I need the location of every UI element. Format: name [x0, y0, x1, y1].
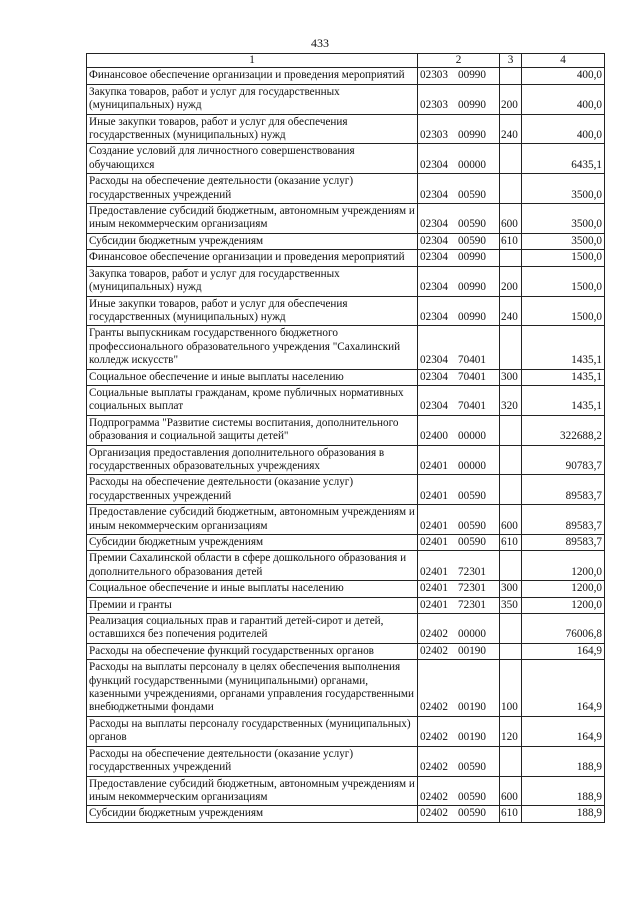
row-code-program: 02304 [420, 281, 448, 294]
row-expense-type [500, 551, 522, 581]
row-code-program: 02304 [420, 370, 448, 383]
row-sum: 89583,7 [522, 535, 605, 551]
row-code [418, 660, 500, 717]
column-header-name: 1 [87, 54, 418, 68]
row-name: Гранты выпускникам государственного бюджетного профессионального образовательного учреждения "Сахалинский колледж искусств" [87, 326, 418, 369]
row-sum: 400,0 [522, 114, 605, 144]
row-expense-type: 120 [500, 716, 522, 746]
row-expense-type: 610 [500, 535, 522, 551]
row-name: Подпрограмма "Развитие системы воспитания, дополнительного образования и социальной защиты детей" [87, 415, 418, 445]
row-code-direction: 00190 [458, 644, 486, 657]
row-name: Расходы на обеспечение деятельности (оказание услуг) государственных учреждений [87, 475, 418, 505]
row-expense-type [500, 174, 522, 204]
row-code-program: 02401 [420, 582, 448, 595]
row-code [418, 535, 500, 551]
row-sum: 1500,0 [522, 266, 605, 296]
table-row [87, 204, 605, 234]
table-row [87, 806, 605, 822]
row-name: Расходы на обеспечение деятельности (оказание услуг) государственных учреждений [87, 746, 418, 776]
row-name: Премии и гранты [87, 597, 418, 613]
column-header-code: 2 [418, 54, 500, 68]
row-code-direction: 00000 [458, 628, 486, 641]
row-code-program: 02402 [420, 790, 448, 803]
row-expense-type [500, 445, 522, 475]
row-name: Реализация социальных прав и гарантий детей-сирот и детей, оставшихся без попечения родителей [87, 614, 418, 644]
row-expense-type: 240 [500, 114, 522, 144]
row-code-program: 02304 [420, 188, 448, 201]
row-code [418, 505, 500, 535]
table-row [87, 643, 605, 659]
table-row [87, 369, 605, 385]
row-code-direction: 70401 [458, 354, 486, 367]
table-row [87, 776, 605, 806]
row-code-program: 02303 [420, 99, 448, 112]
table-row [87, 326, 605, 369]
row-sum: 164,9 [522, 716, 605, 746]
row-name: Социальное обеспечение и иные выплаты населению [87, 581, 418, 597]
table-row [87, 233, 605, 249]
row-code-program: 02304 [420, 218, 448, 231]
column-header-type: 3 [500, 54, 522, 68]
row-code [418, 551, 500, 581]
table-row [87, 114, 605, 144]
row-code [418, 716, 500, 746]
row-sum: 3500,0 [522, 174, 605, 204]
row-code-direction: 00590 [458, 519, 486, 532]
row-code-direction: 00190 [458, 731, 486, 744]
row-code-direction: 72301 [458, 598, 486, 611]
row-code-direction: 00590 [458, 536, 486, 548]
table-row [87, 746, 605, 776]
table-row [87, 597, 605, 613]
table-row [87, 551, 605, 581]
row-code-direction: 70401 [458, 400, 486, 413]
row-sum: 1435,1 [522, 385, 605, 415]
row-expense-type: 600 [500, 776, 522, 806]
row-name: Финансовое обеспечение организации и проведения мероприятий [87, 250, 418, 266]
row-sum: 3500,0 [522, 233, 605, 249]
table-row [87, 415, 605, 445]
row-code-program: 02304 [420, 310, 448, 323]
row-code-direction: 00590 [458, 234, 486, 247]
row-expense-type: 610 [500, 806, 522, 822]
row-name: Предоставление субсидий бюджетным, автономным учреждениям и иным некоммерческим организациям [87, 776, 418, 806]
row-code-direction: 00590 [458, 218, 486, 231]
row-sum: 164,9 [522, 643, 605, 659]
row-code-direction: 00590 [458, 761, 486, 774]
row-code [418, 144, 500, 174]
row-code-direction: 00990 [458, 99, 486, 112]
row-code-program: 02402 [420, 807, 448, 820]
row-sum: 1500,0 [522, 250, 605, 266]
row-sum: 1500,0 [522, 296, 605, 326]
header-row [87, 54, 605, 68]
budget-table [86, 53, 605, 823]
row-code [418, 369, 500, 385]
table-row [87, 296, 605, 326]
row-code-direction: 00990 [458, 310, 486, 323]
table-row [87, 614, 605, 644]
row-expense-type: 240 [500, 296, 522, 326]
table-row [87, 266, 605, 296]
row-name: Субсидии бюджетным учреждениям [87, 806, 418, 822]
row-code-program: 02304 [420, 158, 448, 171]
row-sum: 322688,2 [522, 415, 605, 445]
row-sum: 188,9 [522, 776, 605, 806]
row-code-program: 02402 [420, 628, 448, 641]
row-code [418, 776, 500, 806]
row-code-direction: 00000 [458, 459, 486, 472]
row-expense-type: 320 [500, 385, 522, 415]
row-code [418, 233, 500, 249]
row-code [418, 266, 500, 296]
row-expense-type: 300 [500, 369, 522, 385]
row-sum: 188,9 [522, 806, 605, 822]
row-code-direction: 70401 [458, 370, 486, 383]
row-name: Расходы на выплаты персоналу государственных (муниципальных) органов [87, 716, 418, 746]
row-name: Расходы на обеспечение функций государственных органов [87, 643, 418, 659]
row-code-direction: 00990 [458, 69, 486, 82]
row-code [418, 326, 500, 369]
table-row [87, 475, 605, 505]
row-code-program: 02304 [420, 354, 448, 367]
row-sum: 3500,0 [522, 204, 605, 234]
row-sum: 188,9 [522, 746, 605, 776]
row-expense-type [500, 643, 522, 659]
table-row [87, 505, 605, 535]
row-code-direction: 00000 [458, 430, 486, 443]
row-sum: 1200,0 [522, 581, 605, 597]
row-code [418, 614, 500, 644]
row-code [418, 415, 500, 445]
row-code [418, 597, 500, 613]
row-expense-type [500, 746, 522, 776]
table-row [87, 385, 605, 415]
row-code-direction: 00590 [458, 807, 486, 820]
table-row [87, 174, 605, 204]
row-sum: 1435,1 [522, 369, 605, 385]
row-code-program: 02402 [420, 761, 448, 774]
row-code-program: 02401 [420, 489, 448, 502]
row-code-program: 02402 [420, 701, 448, 714]
table-row [87, 68, 605, 84]
row-name: Предоставление субсидий бюджетным, автономным учреждениям и иным некоммерческим организациям [87, 204, 418, 234]
row-code [418, 296, 500, 326]
row-name: Иные закупки товаров, работ и услуг для обеспечения государственных (муниципальных) нужд [87, 114, 418, 144]
table-row [87, 660, 605, 717]
row-expense-type [500, 68, 522, 84]
row-sum: 400,0 [522, 84, 605, 114]
row-expense-type: 350 [500, 597, 522, 613]
row-code-program: 02401 [420, 519, 448, 532]
row-name: Социальное обеспечение и иные выплаты населению [87, 369, 418, 385]
row-sum: 1435,1 [522, 326, 605, 369]
row-sum: 1200,0 [522, 551, 605, 581]
row-expense-type [500, 614, 522, 644]
row-code-direction: 00590 [458, 188, 486, 201]
row-name: Расходы на выплаты персоналу в целях обеспечения выполнения функций государственными (муниципальными) органами, казенными учреждениями, органами управления государственными внебюджетными фондами [87, 660, 418, 717]
row-code-program: 02304 [420, 400, 448, 413]
row-code [418, 68, 500, 84]
row-expense-type: 610 [500, 233, 522, 249]
row-code-direction: 00000 [458, 158, 486, 171]
row-expense-type [500, 415, 522, 445]
table-row [87, 535, 605, 551]
row-sum: 90783,7 [522, 445, 605, 475]
table-row [87, 581, 605, 597]
row-name: Иные закупки товаров, работ и услуг для обеспечения государственных (муниципальных) нужд [87, 296, 418, 326]
row-code [418, 250, 500, 266]
row-code-program: 02401 [420, 598, 448, 611]
row-code-program: 02401 [420, 565, 448, 578]
row-name: Расходы на обеспечение деятельности (оказание услуг) государственных учреждений [87, 174, 418, 204]
column-header-sum: 4 [522, 54, 605, 68]
row-code [418, 174, 500, 204]
row-code-direction: 00990 [458, 129, 486, 142]
row-code [418, 204, 500, 234]
row-code-direction: 00190 [458, 701, 486, 714]
table-row [87, 250, 605, 266]
row-code-program: 02402 [420, 731, 448, 744]
row-expense-type [500, 475, 522, 505]
row-code-program: 02304 [420, 234, 448, 247]
row-code-program: 02402 [420, 644, 448, 657]
row-sum: 6435,1 [522, 144, 605, 174]
row-code-program: 02400 [420, 430, 448, 443]
row-code-direction: 00590 [458, 489, 486, 502]
row-expense-type: 600 [500, 505, 522, 535]
row-name: Субсидии бюджетным учреждениям [87, 233, 418, 249]
row-expense-type [500, 144, 522, 174]
row-name: Социальные выплаты гражданам, кроме публичных нормативных социальных выплат [87, 385, 418, 415]
table-row [87, 445, 605, 475]
row-code-program: 02304 [420, 251, 448, 264]
row-code-direction: 72301 [458, 565, 486, 578]
row-expense-type [500, 326, 522, 369]
row-expense-type: 200 [500, 266, 522, 296]
row-sum: 89583,7 [522, 475, 605, 505]
row-name: Создание условий для личностного совершенствования обучающихся [87, 144, 418, 174]
row-expense-type: 200 [500, 84, 522, 114]
row-name: Закупка товаров, работ и услуг для государственных (муниципальных) нужд [87, 266, 418, 296]
row-code [418, 581, 500, 597]
row-code-direction: 00990 [458, 281, 486, 294]
row-sum: 1200,0 [522, 597, 605, 613]
row-code [418, 385, 500, 415]
table-row [87, 84, 605, 114]
row-sum: 76006,8 [522, 614, 605, 644]
row-sum: 400,0 [522, 68, 605, 84]
row-expense-type: 300 [500, 581, 522, 597]
row-name: Финансовое обеспечение организации и проведения мероприятий [87, 68, 418, 84]
row-code [418, 84, 500, 114]
row-sum: 89583,7 [522, 505, 605, 535]
row-name: Организация предоставления дополнительного образования в государственных образовательных учреждениях [87, 445, 418, 475]
row-code-program: 02303 [420, 129, 448, 142]
row-sum: 164,9 [522, 660, 605, 717]
row-code [418, 114, 500, 144]
row-code [418, 643, 500, 659]
row-expense-type [500, 250, 522, 266]
row-code [418, 475, 500, 505]
row-code-program: 02303 [420, 69, 448, 82]
row-code-direction: 00990 [458, 251, 486, 264]
row-code [418, 806, 500, 822]
row-code-program: 02401 [420, 536, 448, 548]
table-row [87, 144, 605, 174]
row-code-direction: 72301 [458, 582, 486, 595]
row-name: Предоставление субсидий бюджетным, автономным учреждениям и иным некоммерческим организациям [87, 505, 418, 535]
row-expense-type: 100 [500, 660, 522, 717]
row-code-direction: 00590 [458, 790, 486, 803]
row-code-program: 02401 [420, 459, 448, 472]
row-name: Субсидии бюджетным учреждениям [87, 535, 418, 551]
row-name: Премии Сахалинской области в сфере дошкольного образования и дополнительного образования детей [87, 551, 418, 581]
table-row [87, 716, 605, 746]
row-code [418, 445, 500, 475]
row-name: Закупка товаров, работ и услуг для государственных (муниципальных) нужд [87, 84, 418, 114]
page-number: 433 [311, 36, 329, 50]
row-expense-type: 600 [500, 204, 522, 234]
row-code [418, 746, 500, 776]
